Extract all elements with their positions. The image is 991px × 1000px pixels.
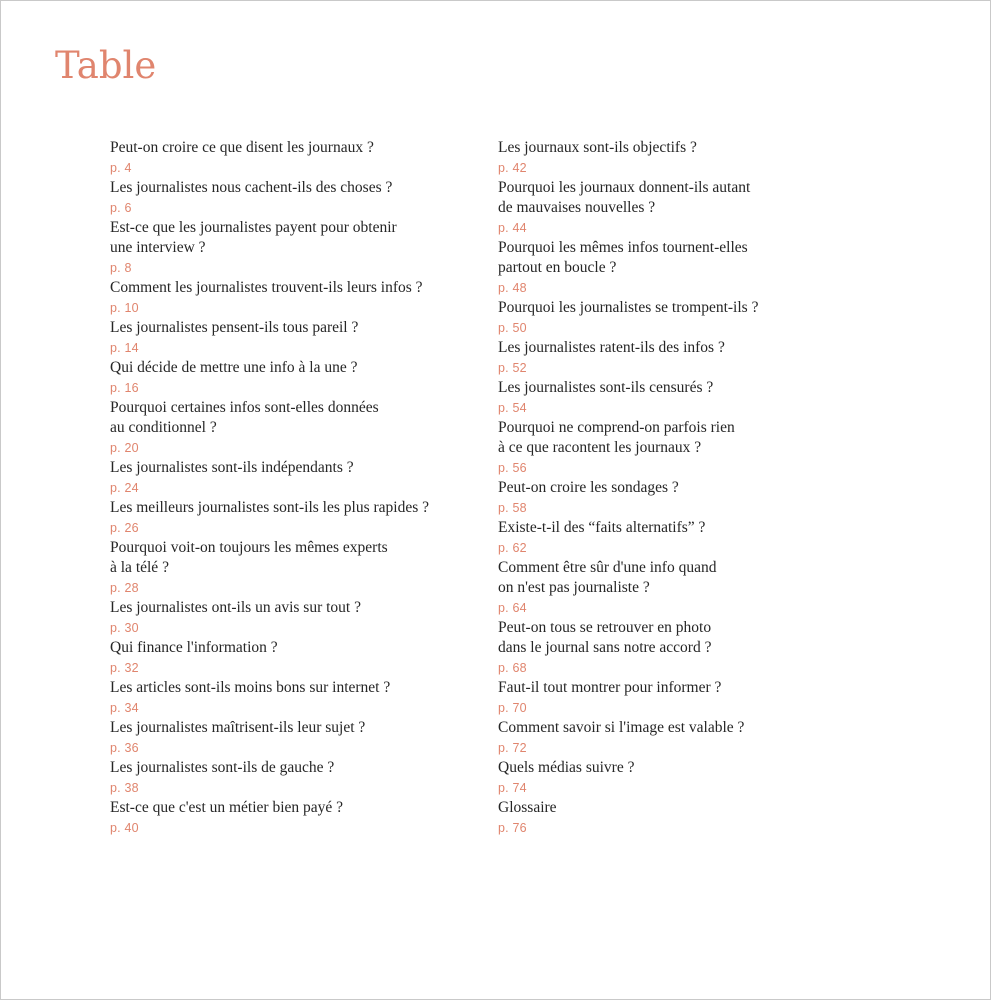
toc-entry-title: Est-ce que c'est un métier bien payé ? [110, 799, 344, 816]
toc-entry[interactable] [498, 798, 918, 838]
toc-entry-page: p. 40 [110, 821, 139, 835]
toc-entry[interactable] [498, 718, 918, 758]
toc-entry-page: p. 30 [110, 621, 139, 635]
toc-entry-page: p. 42 [498, 161, 527, 175]
toc-entry[interactable] [110, 278, 480, 318]
toc-entry[interactable] [498, 138, 918, 178]
toc-entry-page: p. 64 [498, 601, 527, 615]
toc-entry[interactable] [110, 178, 480, 218]
toc-entry-title: Les journaux sont-ils objectifs ? [498, 139, 697, 156]
toc-entry-title: Les journalistes maîtrisent-ils leur sujet ? [110, 719, 366, 736]
page-title: Table [55, 44, 157, 87]
toc-entry-page: p. 4 [110, 161, 132, 175]
toc-entry-title: Est-ce que les journalistes payent pour obtenir une interview ? [110, 219, 397, 256]
toc-entry-title: Glossaire [498, 799, 557, 816]
toc-entry[interactable] [110, 138, 480, 178]
toc-entry-page: p. 28 [110, 581, 139, 595]
toc-entry-page: p. 36 [110, 741, 139, 755]
toc-entry[interactable] [498, 678, 918, 718]
toc-entry-page: p. 14 [110, 341, 139, 355]
toc-entry[interactable] [110, 718, 480, 758]
toc-entry-page: p. 44 [498, 221, 527, 235]
toc-entry[interactable] [498, 518, 918, 558]
toc-entry-title: Pourquoi ne comprend-on parfois rien à ce que racontent les journaux ? [498, 419, 735, 456]
toc-entry-page: p. 56 [498, 461, 527, 475]
toc-entry-title: Les journalistes ratent-ils des infos ? [498, 339, 725, 356]
toc-entry-title: Qui finance l'information ? [110, 639, 278, 656]
toc-entry[interactable] [498, 418, 918, 478]
toc-entry-title: Les journalistes nous cachent-ils des choses ? [110, 179, 393, 196]
toc-entry[interactable] [110, 798, 480, 838]
toc-entry-page: p. 76 [498, 821, 527, 835]
toc-entry[interactable] [110, 678, 480, 718]
toc-entry-title: Les journalistes sont-ils indépendants ? [110, 459, 354, 476]
toc-entry-page: p. 24 [110, 481, 139, 495]
toc-entry-title: Comment les journalistes trouvent-ils leurs infos ? [110, 279, 423, 296]
toc-entry[interactable] [498, 378, 918, 418]
toc-entry-page: p. 74 [498, 781, 527, 795]
toc-entry[interactable] [498, 558, 918, 618]
toc-entry-title: Pourquoi voit-on toujours les mêmes experts à la télé ? [110, 539, 388, 576]
toc-entry[interactable] [498, 178, 918, 238]
toc-entry-title: Les articles sont-ils moins bons sur internet ? [110, 679, 391, 696]
toc-entry[interactable] [498, 618, 918, 678]
toc-right-column [498, 138, 918, 838]
toc-entry[interactable] [110, 498, 480, 538]
toc-entry-title: Peut-on tous se retrouver en photo dans le journal sans notre accord ? [498, 619, 712, 656]
toc-entry-title: Pourquoi les journaux donnent-ils autant de mauvaises nouvelles ? [498, 179, 751, 216]
toc-entry-page: p. 10 [110, 301, 139, 315]
toc-entry-title: Les journalistes sont-ils censurés ? [498, 379, 714, 396]
toc-entry[interactable] [498, 478, 918, 518]
toc-entry-page: p. 32 [110, 661, 139, 675]
toc-entry-title: Les journalistes ont-ils un avis sur tout ? [110, 599, 361, 616]
toc-entry[interactable] [110, 598, 480, 638]
toc-entry[interactable] [110, 318, 480, 358]
toc-entry-page: p. 62 [498, 541, 527, 555]
toc-entry-title: Pourquoi les journalistes se trompent-ils ? [498, 299, 759, 316]
toc-entry-title: Pourquoi certaines infos sont-elles données au conditionnel ? [110, 399, 379, 436]
toc-entry-page: p. 6 [110, 201, 132, 215]
toc-entry[interactable] [110, 538, 480, 598]
toc-entry-page: p. 70 [498, 701, 527, 715]
toc-entry-page: p. 50 [498, 321, 527, 335]
toc-entry-title: Comment être sûr d'une info quand on n'est pas journaliste ? [498, 559, 717, 596]
toc-entry[interactable] [110, 458, 480, 498]
toc-entry[interactable] [110, 358, 480, 398]
toc-entry-page: p. 16 [110, 381, 139, 395]
toc-entry-title: Peut-on croire les sondages ? [498, 479, 679, 496]
toc-entry-page: p. 34 [110, 701, 139, 715]
toc-entry-title: Pourquoi les mêmes infos tournent-elles partout en boucle ? [498, 239, 748, 276]
toc-entry[interactable] [110, 758, 480, 798]
toc-entry-title: Faut-il tout montrer pour informer ? [498, 679, 722, 696]
toc-entry-page: p. 20 [110, 441, 139, 455]
toc-entry[interactable] [498, 758, 918, 798]
toc-entry-page: p. 26 [110, 521, 139, 535]
toc-entry-title: Peut-on croire ce que disent les journaux ? [110, 139, 374, 156]
toc-entry-page: p. 48 [498, 281, 527, 295]
toc-entry[interactable] [498, 238, 918, 298]
toc-entry-page: p. 54 [498, 401, 527, 415]
toc-entry-title: Les journalistes pensent-ils tous pareil ? [110, 319, 359, 336]
toc-entry-page: p. 72 [498, 741, 527, 755]
toc-left-column [110, 138, 480, 838]
toc-entry-title: Les journalistes sont-ils de gauche ? [110, 759, 335, 776]
toc-entry-page: p. 68 [498, 661, 527, 675]
toc-entry-page: p. 8 [110, 261, 132, 275]
toc-entry-title: Qui décide de mettre une info à la une ? [110, 359, 358, 376]
toc-entry[interactable] [110, 398, 480, 458]
toc-entry[interactable] [498, 298, 918, 338]
toc-entry-title: Comment savoir si l'image est valable ? [498, 719, 745, 736]
toc-entry-page: p. 38 [110, 781, 139, 795]
toc-entry-title: Les meilleurs journalistes sont-ils les plus rapides ? [110, 499, 429, 516]
toc-entry-page: p. 58 [498, 501, 527, 515]
toc-entry-title: Existe-t-il des “faits alternatifs” ? [498, 519, 706, 536]
toc-entry-page: p. 52 [498, 361, 527, 375]
toc-entry[interactable] [498, 338, 918, 378]
toc-entry-title: Quels médias suivre ? [498, 759, 635, 776]
toc-entry[interactable] [110, 218, 480, 278]
toc-entry[interactable] [110, 638, 480, 678]
